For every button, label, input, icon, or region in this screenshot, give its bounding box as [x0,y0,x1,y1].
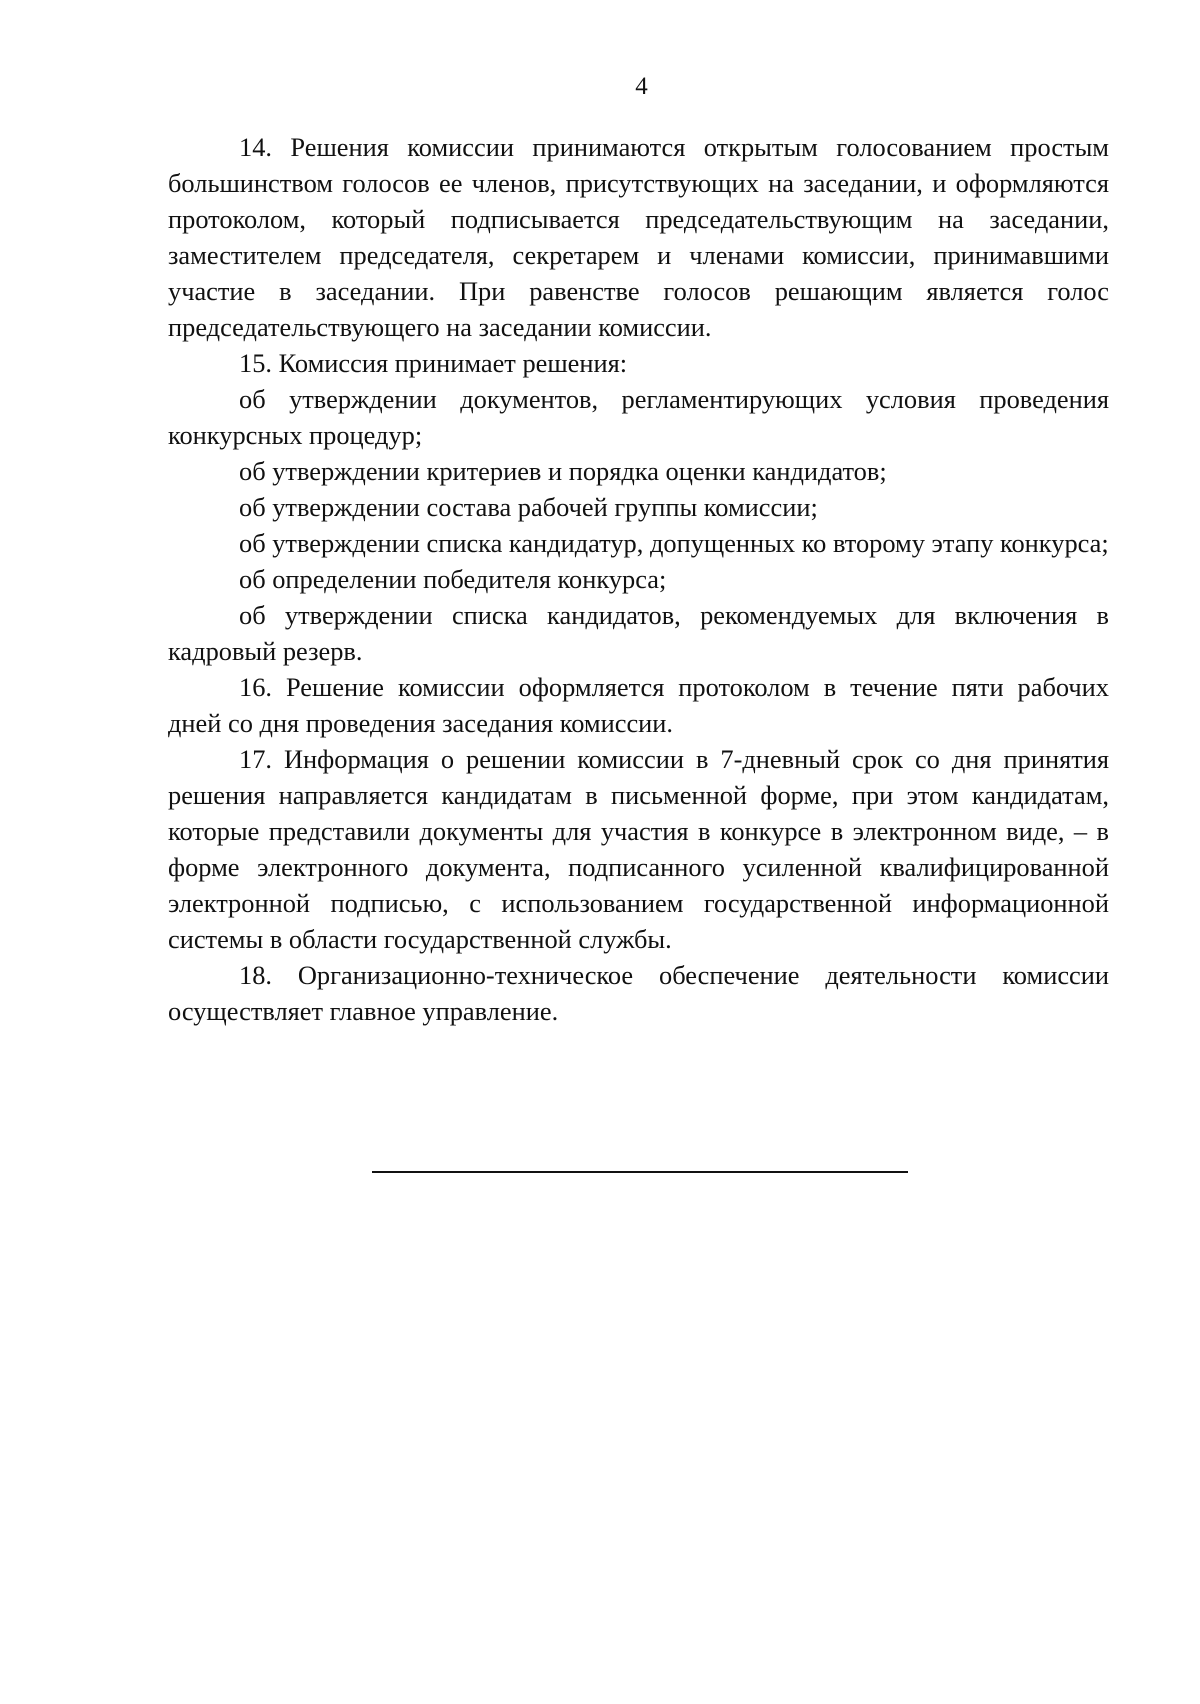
decision-item-documents: об утверждении документов, регламентирующих условия проведения конкурсных процедур; [168,384,1109,450]
page-number: 4 [635,73,648,100]
document-body [168,129,1109,1029]
decision-item-candidates-list: об утверждении списка кандидатур, допущенных ко второму этапу конкурса; [239,528,1109,558]
paragraph-18: 18. Организационно-техническое обеспечение деятельности комиссии осуществляет главное управление. [168,960,1109,1026]
decision-item-reserve: об утверждении списка кандидатов, рекомендуемых для включения в кадровый резерв. [168,600,1109,666]
paragraph-17: 17. Информация о решении комиссии в 7-дневный срок со дня принятия решения направляется кандидатам в письменной форме, при этом кандидатам, которые представили документы для участия в конкурсе в электронном виде, – в форме электронного документа, подписанного усиленной квалифицированной электронной подписью, с использованием государственной информационной системы в области государственной службы. [168,744,1109,954]
paragraph-16: 16. Решение комиссии оформляется протоколом в течение пяти рабочих дней со дня проведения заседания комиссии. [168,672,1109,738]
paragraph-14: 14. Решения комиссии принимаются открытым голосованием простым большинством голосов ее членов, присутствующих на заседании, и оформляются протоколом, который подписывается председательствующим на заседании, заместителем председателя, секретарем и членами комиссии, принимавшими участие в заседании. При равенстве голосов решающим является голос председательствующего на заседании комиссии. [168,132,1109,342]
decision-item-criteria: об утверждении критериев и порядка оценки кандидатов; [239,456,887,486]
end-of-document-rule [372,1171,908,1173]
paragraph-15: 15. Комиссия принимает решения: [239,348,628,378]
decision-item-working-group: об утверждении состава рабочей группы комиссии; [239,492,818,522]
decision-item-winner: об определении победителя конкурса; [239,564,667,594]
